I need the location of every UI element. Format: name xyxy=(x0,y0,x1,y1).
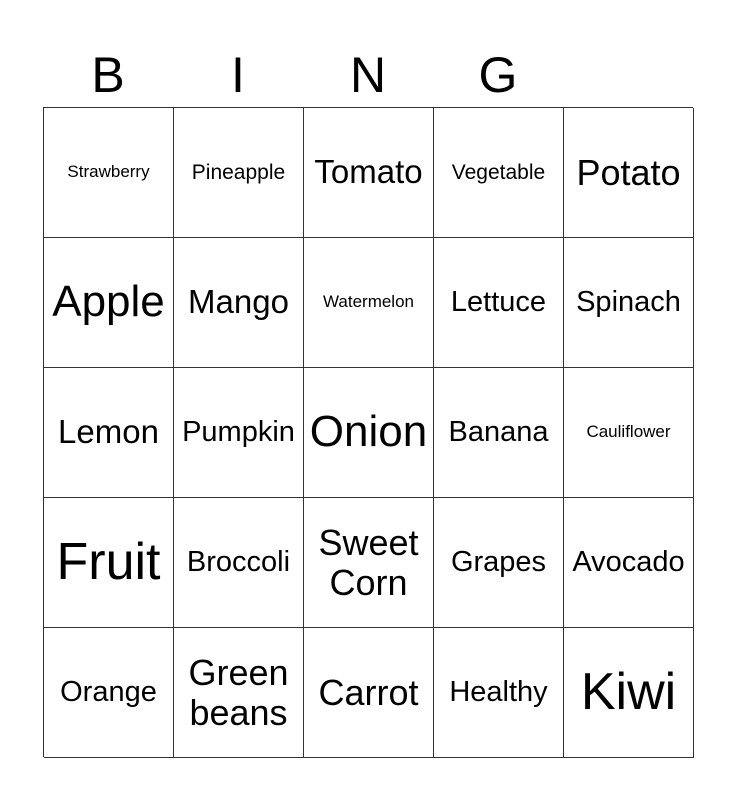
header-letter-n: N xyxy=(349,47,387,103)
cell-label: Banana xyxy=(448,415,549,448)
bingo-cell[interactable] xyxy=(304,498,434,628)
cell-label: Cauliflower xyxy=(586,422,671,442)
bingo-cell[interactable] xyxy=(44,108,174,238)
cell-label: Avocado xyxy=(572,545,685,578)
cell-label: Vegetable xyxy=(451,160,546,184)
cell-label: Spinach xyxy=(576,285,681,318)
bingo-cell[interactable] xyxy=(44,368,174,498)
header-letter-b: B xyxy=(91,47,125,103)
bingo-cell[interactable] xyxy=(434,628,564,758)
cell-label: Healthy xyxy=(449,675,548,708)
bingo-cell[interactable] xyxy=(304,368,434,498)
bingo-cell[interactable] xyxy=(174,498,304,628)
bingo-cell[interactable] xyxy=(174,238,304,368)
bingo-cell[interactable] xyxy=(44,238,174,368)
bingo-cell[interactable] xyxy=(434,238,564,368)
header-letter-g: G xyxy=(478,47,518,103)
bingo-cell[interactable] xyxy=(434,368,564,498)
bingo-cell[interactable] xyxy=(174,108,304,238)
bingo-cell[interactable] xyxy=(564,498,694,628)
cell-label: Grapes xyxy=(450,545,547,578)
cell-label: Apple xyxy=(52,277,165,327)
bingo-header xyxy=(43,44,693,106)
bingo-cell[interactable] xyxy=(434,108,564,238)
cell-label: Potato xyxy=(576,151,681,193)
bingo-board xyxy=(43,107,693,757)
cell-label: Broccoli xyxy=(186,545,291,578)
cell-label: Lemon xyxy=(58,413,159,451)
cell-label: Tomato xyxy=(314,153,423,191)
cell-label: Pineapple xyxy=(191,160,286,184)
cell-label: Watermelon xyxy=(322,292,414,312)
cell-label: Onion xyxy=(309,407,428,457)
header-letter-i: I xyxy=(231,47,245,103)
bingo-cell[interactable] xyxy=(174,368,304,498)
cell-label: Carrot xyxy=(318,671,419,713)
cell-label: Green beans xyxy=(188,651,289,733)
cell-label: Sweet Corn xyxy=(318,521,419,603)
cell-label: Fruit xyxy=(56,532,161,591)
bingo-cell[interactable] xyxy=(304,238,434,368)
bingo-cell[interactable] xyxy=(304,628,434,758)
cell-label: Lettuce xyxy=(450,285,547,318)
bingo-cell[interactable] xyxy=(44,628,174,758)
bingo-cell[interactable] xyxy=(564,108,694,238)
bingo-cell[interactable] xyxy=(174,628,304,758)
bingo-cell[interactable] xyxy=(564,368,694,498)
bingo-cell[interactable] xyxy=(434,498,564,628)
cell-label: Pumpkin xyxy=(182,415,295,448)
bingo-cell[interactable] xyxy=(304,108,434,238)
bingo-cell[interactable] xyxy=(44,498,174,628)
bingo-cell[interactable] xyxy=(564,628,694,758)
cell-label: Orange xyxy=(60,675,157,708)
cell-label: Mango xyxy=(188,283,289,321)
bingo-cell[interactable] xyxy=(564,238,694,368)
cell-label: Strawberry xyxy=(67,162,150,182)
cell-label: Kiwi xyxy=(580,662,677,721)
